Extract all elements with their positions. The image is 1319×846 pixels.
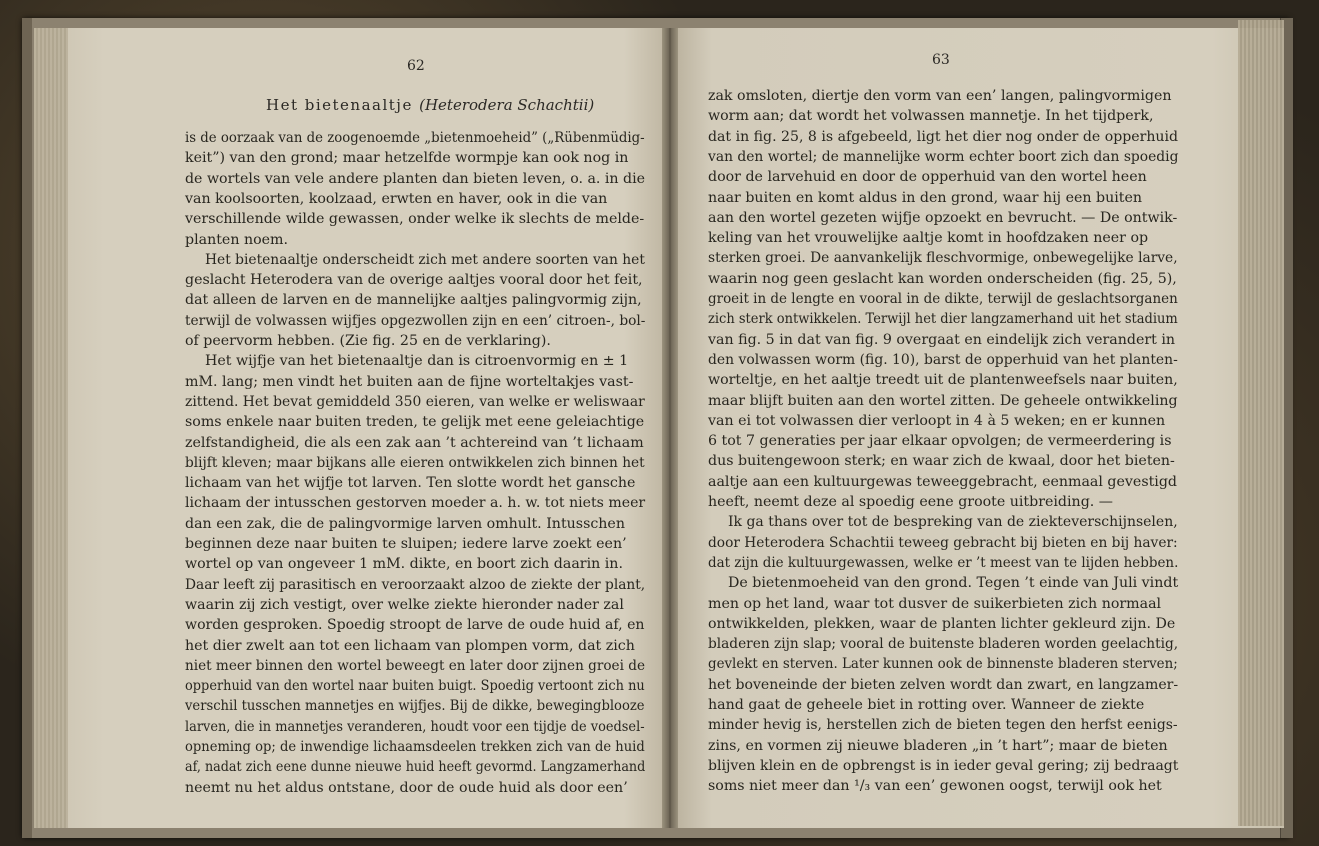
header-species: (Heterodera Schachtii)	[419, 96, 595, 114]
text-line: niet meer binnen den wortel beweegt en later door zijnen groei de	[185, 657, 646, 674]
text-line: aan den wortel gezeten wijfje opzoekt en bevrucht. — De ontwik-	[708, 209, 1178, 226]
text-line: waarin zij zich vestigt, over welke ziekte hieronder nader zal	[185, 596, 624, 613]
running-header	[266, 96, 594, 114]
text-line: den volwassen worm (fig. 10), barst de opperhuid van het planten-	[708, 351, 1178, 368]
text-line: worden gesproken. Spoedig stroopt de larve de oude huid af, en	[185, 617, 645, 634]
text-line: soms niet meer dan ¹/₃ van een’ gewonen oogst, terwijl ook het	[708, 778, 1162, 795]
text-line: sterken groei. De aanvankelijk fleschvormige, onbewegelijke larve,	[708, 250, 1178, 267]
text-line: soms enkele naar buiten treden, te gelijk met eene geleiachtige	[185, 414, 645, 431]
text-line: van den wortel; de mannelijke worm echter boort zich dan spoedig	[708, 148, 1179, 165]
text-line: wortel op van ongeveer 1 mM. dikte, en boort zich daarin in.	[185, 556, 623, 573]
text-line: gevlekt en sterven. Later kunnen ook de binnenste bladeren sterven;	[708, 656, 1178, 673]
text-line: maar blijft buiten aan den wortel zitten. De geheele ontwikkeling	[708, 392, 1178, 409]
left-page	[34, 28, 666, 828]
text-line: heeft, neemt deze al spoedig eene groote uitbreiding. —	[708, 494, 1113, 510]
text-line: zins, en vormen zij nieuwe bladeren „in ’t hart”; maar de bieten	[708, 737, 1168, 754]
text-line: door Heterodera Schachtii teweeg gebracht bij bieten en bij haver:	[708, 534, 1178, 551]
text-line: het dier zwelt aan tot een lichaam van plompen vorm, dat zich	[185, 637, 635, 654]
text-line: verschil tusschen mannetjes en wijfjes. Bij de dikke, bewegingblooze	[185, 698, 645, 715]
text-line: worm aan; dat wordt het volwassen mannetje. In het tijdperk,	[708, 108, 1154, 125]
text-line: groeit in de lengte en vooral in de dikte, terwijl de geslachtsorganen	[708, 291, 1178, 307]
text-line: is de oorzaak van de zoogenoemde „bietenmoeheid” („Rübenmüdig-	[185, 130, 645, 146]
text-line: af, nadat zich eene dunne nieuwe huid heeft gevormd. Langzamerhand	[185, 759, 646, 776]
text-line: blijven klein en de opbrengst is in ieder geval gering; zij bedraagt	[708, 757, 1179, 774]
text-line: verschillende wilde gewassen, onder welke ik slechts de melde-	[185, 211, 645, 228]
right-page-stack	[1238, 20, 1284, 826]
text-line: minder hevig is, herstellen zich de bieten tegen den herfst eenigs-	[708, 717, 1178, 734]
text-line: blijft kleven; maar bijkans alle eieren ontwikkelen zich binnen het	[185, 454, 645, 471]
text-line: zittend. Het bevat gemiddeld 350 eieren, van welke er weliswaar	[185, 393, 645, 410]
text-line: Het bietenaaltje onderscheidt zich met andere soorten van het	[205, 251, 645, 268]
text-line: dat zijn die kultuurgewassen, welke er ’t meest van te lijden hebben.	[708, 554, 1179, 571]
text-line: keling van het vrouwelijke aaltje komt in hoofdzaken neer op	[708, 230, 1149, 247]
text-line: zelfstandigheid, die als een zak aan ’t achtereind van ’t lichaam	[185, 434, 644, 451]
text-line: dat alleen de larven en de mannelijke aaltjes palingvormig zijn,	[185, 292, 642, 309]
text-line: zak omsloten, diertje den vorm van een’ langen, palingvormigen	[708, 88, 1172, 104]
text-line: De bietenmoeheid van den grond. Tegen ’t einde van Juli vindt	[728, 575, 1179, 592]
text-line: van fig. 5 in dat van fig. 9 overgaat en eindelijk zich verandert in	[708, 331, 1176, 348]
text-line: worteltje, en het aaltje treedt uit de plantenweefsels naar buiten,	[708, 372, 1178, 389]
text-line: Daar leeft zij parasitisch en veroorzaakt alzoo de ziekte der plant,	[185, 576, 646, 593]
left-page-stack	[34, 28, 68, 828]
header-title: Het bietenaaltje	[266, 96, 413, 114]
text-line: lichaam van het wijfje tot larven. Ten slotte wordt het gansche	[185, 475, 636, 492]
right-page	[672, 28, 1284, 828]
text-line: planten noem.	[185, 231, 288, 248]
text-line: zich sterk ontwikkelen. Terwijl het dier langzamerhand uit het stadium	[708, 311, 1178, 328]
text-line: terwijl de volwassen wijfjes opgezwollen zijn en een’ citroen-, bol-	[185, 312, 646, 329]
text-line: waarin nog geen geslacht kan worden onderscheiden (fig. 25, 5),	[708, 270, 1177, 287]
text-line: aaltje aan een kultuurgewas teweeggebracht, eenmaal gevestigd	[708, 473, 1178, 490]
text-line: Het wijfje van het bietenaaltje dan is citroenvormig en ± 1	[205, 353, 629, 370]
text-line: van ei tot volwassen dier verloopt in 4 à 5 weken; en er kunnen	[708, 412, 1166, 429]
right-page-number: 63	[932, 52, 950, 68]
book-cover-left-edge	[22, 18, 32, 838]
text-line: bladeren zijn slap; vooral de buitenste bladeren worden geelachtig,	[708, 636, 1179, 653]
text-line: hand gaat de geheele biet in rotting over. Wanneer de ziekte	[708, 697, 1145, 713]
text-line: beginnen deze naar buiten te sluipen; iedere larve zoekt een’	[185, 536, 627, 552]
left-page-number: 62	[407, 58, 425, 74]
text-line: ontwikkelden, plekken, waar de planten lichter gekleurd zijn. De	[708, 615, 1176, 632]
text-line: lichaam der intusschen gestorven moeder a. h. w. tot niets meer	[185, 495, 646, 512]
text-line: men op het land, waar tot dusver de suikerbieten zich normaal	[708, 595, 1162, 612]
text-line: neemt nu het aldus ontstane, door de oude huid als door een’	[185, 779, 628, 796]
text-line: geslacht Heterodera van de overige aaltjes vooral door het feit,	[185, 272, 643, 289]
text-line: dus buitengewoon sterk; en waar zich de kwaal, door het bieten-	[708, 453, 1175, 470]
text-line: het boveneinde der bieten zelven wordt dan zwart, en langzamer-	[708, 676, 1179, 693]
text-line: dat in fig. 25, 8 is afgebeeld, ligt het dier nog onder de opperhuid	[708, 128, 1179, 145]
text-line: naar buiten en komt aldus in den grond, waar hij een buiten	[708, 189, 1143, 206]
text-line: dan een zak, die de palingvormige larven omhult. Intusschen	[185, 515, 625, 532]
text-line: door de larvehuid en door de opperhuid van den wortel heen	[708, 169, 1147, 186]
text-line: keit”) van den grond; maar hetzelfde wormpje kan ook nog in	[185, 150, 629, 167]
text-line: opperhuid van den wortel naar buiten buigt. Spoedig vertoont zich nu	[185, 678, 645, 695]
text-line: van koolsoorten, koolzaad, erwten en haver, ook in die van	[185, 190, 608, 207]
text-line: Ik ga thans over tot de bespreking van de ziekteverschijnselen,	[728, 514, 1178, 531]
text-line: of peervorm hebben. (Zie fig. 25 en de verklaring).	[185, 333, 551, 349]
text-line: larven, die in mannetjes veranderen, houdt voor een tijdje de voedsel-	[185, 718, 645, 735]
text-line: 6 tot 7 generaties per jaar elkaar opvolgen; de vermeerdering is	[708, 433, 1172, 450]
book-gutter	[662, 28, 678, 828]
text-line: opneming op; de inwendige lichaamsdeelen trekken zich van de huid	[185, 739, 645, 755]
text-line: de wortels van vele andere planten dan bieten leven, o. a. in die	[185, 170, 646, 187]
text-line: mM. lang; men vindt het buiten aan de fijne worteltakjes vast-	[185, 373, 634, 390]
